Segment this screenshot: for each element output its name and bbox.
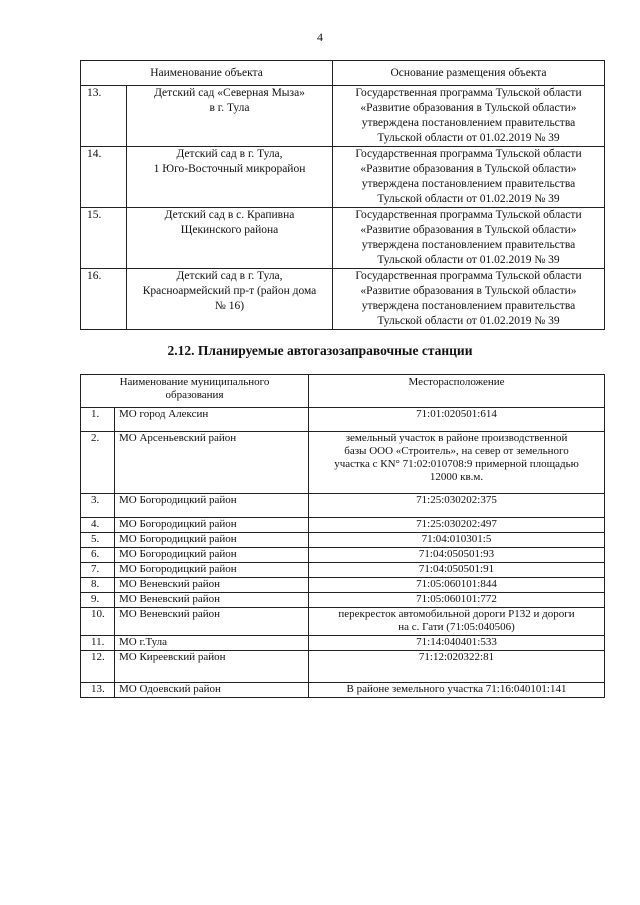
object-name [127,269,333,330]
objects-header-name: Наименование объекта [81,61,333,86]
gas-location-line: 71:01:020501:614 [416,408,497,420]
object-basis [333,147,605,208]
gas-row-location [309,563,605,578]
gas-row-location [309,548,605,563]
object-number: 16. [81,269,127,330]
gas-table-header [81,375,605,408]
object-name-line: Красноармейский пр-т (район дома [142,285,317,297]
gas-row-municipality: МО Киреевский район [115,651,309,683]
gas-header-municipality-line: Наименование муниципального [119,376,270,388]
gas-row-number: 9. [81,593,115,608]
gas-row-location [309,533,605,548]
gas-row-number: 1. [81,408,115,432]
gas-row-location [309,578,605,593]
gas-header-location: Месторасположение [309,375,605,408]
gas-location-line: 71:14:040401:533 [416,636,497,648]
gas-row-municipality: МО Арсеньевский район [115,432,309,494]
gas-row [81,636,605,651]
gas-row [81,593,605,608]
object-basis-line: утверждена постановлением правительства [361,300,576,312]
gas-row-location [309,608,605,636]
gas-row [81,548,605,563]
gas-location-line: 12000 кв.м. [429,471,484,483]
gas-header-municipality-line: образования [165,389,224,401]
gas-row-municipality: МО Богородицкий район [115,518,309,533]
gas-row-number: 3. [81,494,115,518]
gas-row-municipality: МО Одоевский район [115,683,309,698]
gas-location-line: 71:05:060101:844 [416,578,497,590]
gas-row-number: 8. [81,578,115,593]
gas-row-number: 11. [81,636,115,651]
gas-row [81,683,605,698]
object-basis-line: Государственная программа Тульской области [355,270,582,282]
gas-stations-table [80,374,605,698]
object-basis-line: Тульской области от 01.02.2019 № 39 [377,315,560,327]
object-number: 13. [81,86,127,147]
gas-location-line: перекресток автомобильной дороги Р132 и дороги [338,608,575,620]
object-name-line: в г. Тула [209,102,250,114]
object-basis-line: утверждена постановлением правительства [361,239,576,251]
object-basis-line: утверждена постановлением правительства [361,117,576,129]
object-basis-line: Государственная программа Тульской области [355,148,582,160]
object-name-line: Детский сад в г. Тула, [176,148,283,160]
object-basis-line: «Развитие образования в Тульской области» [360,285,577,297]
gas-row-number: 4. [81,518,115,533]
gas-location-line: 71:25:030202:497 [416,518,497,530]
gas-row-location [309,494,605,518]
gas-row [81,408,605,432]
object-basis [333,269,605,330]
object-basis-line: Тульской области от 01.02.2019 № 39 [377,193,560,205]
section-title: 2.12. Планируемые автогазозаправочные станции [167,343,473,358]
gas-row-number: 6. [81,548,115,563]
object-name-line: № 16) [214,300,245,312]
gas-row-location [309,683,605,698]
objects-header-basis: Основание размещения объекта [333,61,605,86]
gas-row [81,494,605,518]
object-basis-line: «Развитие образования в Тульской области» [360,224,577,236]
gas-row-number: 13. [81,683,115,698]
gas-row-municipality: МО Богородицкий район [115,548,309,563]
gas-row-location [309,636,605,651]
gas-row [81,533,605,548]
gas-row-municipality: МО город Алексин [115,408,309,432]
gas-location-line: на с. Гати (71:05:040506) [398,621,515,633]
gas-row-number: 2. [81,432,115,494]
gas-row-municipality: МО Веневский район [115,578,309,593]
object-number: 14. [81,147,127,208]
object-basis-line: Государственная программа Тульской области [355,209,582,221]
object-basis-line: Государственная программа Тульской области [355,87,582,99]
object-name-line: Детский сад «Северная Мыза» [154,87,305,99]
object-basis [333,208,605,269]
gas-row-location [309,408,605,432]
object-row [81,86,605,147]
gas-row [81,608,605,636]
gas-row-municipality: МО г.Тула [115,636,309,651]
gas-row [81,651,605,683]
page-number: 4 [317,30,323,44]
gas-location-line: 71:04:010301:5 [421,533,492,545]
object-basis-line: «Развитие образования в Тульской области» [360,102,577,114]
gas-row-location [309,651,605,683]
gas-location-line: 71:12:020322:81 [418,651,495,663]
gas-location-line: базы ООО «Строитель», на север от земельного [344,445,569,457]
object-row [81,269,605,330]
object-number: 15. [81,208,127,269]
gas-row-number: 5. [81,533,115,548]
object-basis-line: «Развитие образования в Тульской области» [360,163,577,175]
gas-location-line: 71:05:060101:772 [416,593,497,605]
object-name-line: 1 Юго-Восточный микрорайон [153,163,306,175]
object-name-line: Щекинского района [180,224,279,236]
gas-row-number: 7. [81,563,115,578]
gas-row-location [309,593,605,608]
objects-table [80,60,605,330]
object-basis-line: Тульской области от 01.02.2019 № 39 [377,132,560,144]
object-row [81,147,605,208]
gas-location-line: 71:04:050501:93 [418,548,495,560]
gas-row-number: 10. [81,608,115,636]
gas-location-line: участка с КN° 71:02:010708:9 примерной площадью [334,458,579,470]
gas-row-location [309,432,605,494]
gas-row-municipality: МО Богородицкий район [115,533,309,548]
objects-table-header [81,61,605,86]
gas-location-line: земельный участок в районе производственной [345,432,568,444]
gas-row [81,563,605,578]
gas-location-line: В районе земельного участка 71:16:040101:141 [346,683,567,695]
object-basis-line: утверждена постановлением правительства [361,178,576,190]
gas-row-municipality: МО Богородицкий район [115,494,309,518]
gas-row-location [309,518,605,533]
object-row [81,208,605,269]
gas-location-line: 71:04:050501:91 [418,563,495,575]
object-basis [333,86,605,147]
object-name [127,86,333,147]
object-name [127,208,333,269]
gas-location-line: 71:25:030202:375 [416,494,497,506]
object-basis-line: Тульской области от 01.02.2019 № 39 [377,254,560,266]
gas-row [81,578,605,593]
gas-row [81,518,605,533]
object-name-line: Детский сад в с. Крапивна [164,209,295,221]
gas-header-municipality [81,375,309,408]
gas-row-number: 12. [81,651,115,683]
object-name [127,147,333,208]
gas-row-municipality: МО Веневский район [115,608,309,636]
gas-row [81,432,605,494]
gas-row-municipality: МО Богородицкий район [115,563,309,578]
object-name-line: Детский сад в г. Тула, [176,270,283,282]
gas-row-municipality: МО Веневский район [115,593,309,608]
